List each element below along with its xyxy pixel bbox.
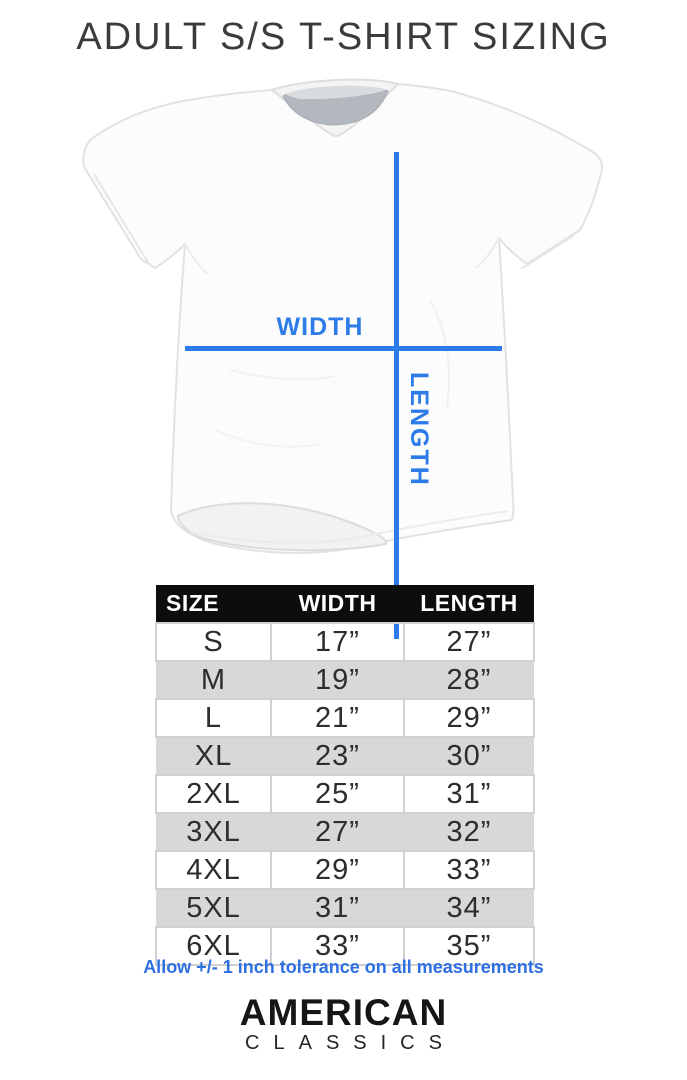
length-cell: 34” (446, 891, 492, 924)
size-cell: L (156, 699, 271, 737)
tolerance-note: Allow +/- 1 inch tolerance on all measurements (143, 957, 544, 977)
size-cell: M (200, 663, 227, 696)
length-cell: 30” (446, 739, 492, 772)
table-row (156, 737, 534, 775)
size-cell: 3XL (186, 815, 241, 848)
brand-classics: CLASSICS (245, 1032, 456, 1054)
table-row (156, 889, 534, 927)
width-cell: 17” (271, 623, 404, 661)
tshirt-diagram (0, 70, 687, 575)
width-cell: 31” (315, 891, 360, 924)
size-cell: S (156, 623, 271, 661)
table-row (156, 813, 534, 851)
size-cell: 4XL (156, 851, 271, 889)
table-header-row (156, 585, 534, 623)
width-measure-line (185, 346, 502, 351)
page-title: ADULT S/S T-SHIRT SIZING (76, 16, 611, 58)
table-row (156, 699, 534, 737)
size-cell: 5XL (186, 891, 241, 924)
size-cell: 2XL (156, 775, 271, 813)
length-cell: 35” (404, 927, 534, 965)
brand-logo (0, 994, 687, 1054)
length-cell: 27” (404, 623, 534, 661)
column-header-size: SIZE (156, 585, 271, 623)
length-cell: 31” (404, 775, 534, 813)
table-row (156, 775, 534, 813)
length-label: LENGTH (405, 372, 433, 487)
table-row (156, 661, 534, 699)
length-cell: 29” (404, 699, 534, 737)
size-cell: 6XL (156, 927, 271, 965)
length-cell: 32” (446, 815, 492, 848)
column-header-width: WIDTH (271, 585, 404, 623)
width-cell: 21” (271, 699, 404, 737)
size-cell: XL (194, 739, 233, 772)
width-cell: 23” (315, 739, 360, 772)
length-measure-line (394, 152, 399, 639)
width-cell: 33” (271, 927, 404, 965)
width-cell: 25” (271, 775, 404, 813)
brand-american: AMERICAN (239, 992, 448, 1033)
width-label: WIDTH (276, 313, 364, 341)
column-header-length: LENGTH (404, 585, 534, 623)
size-chart-table (155, 585, 535, 966)
width-cell: 19” (315, 663, 360, 696)
table-row (156, 623, 534, 661)
width-cell: 27” (315, 815, 360, 848)
table-row (156, 851, 534, 889)
length-cell: 33” (404, 851, 534, 889)
width-cell: 29” (271, 851, 404, 889)
length-cell: 28” (446, 663, 492, 696)
